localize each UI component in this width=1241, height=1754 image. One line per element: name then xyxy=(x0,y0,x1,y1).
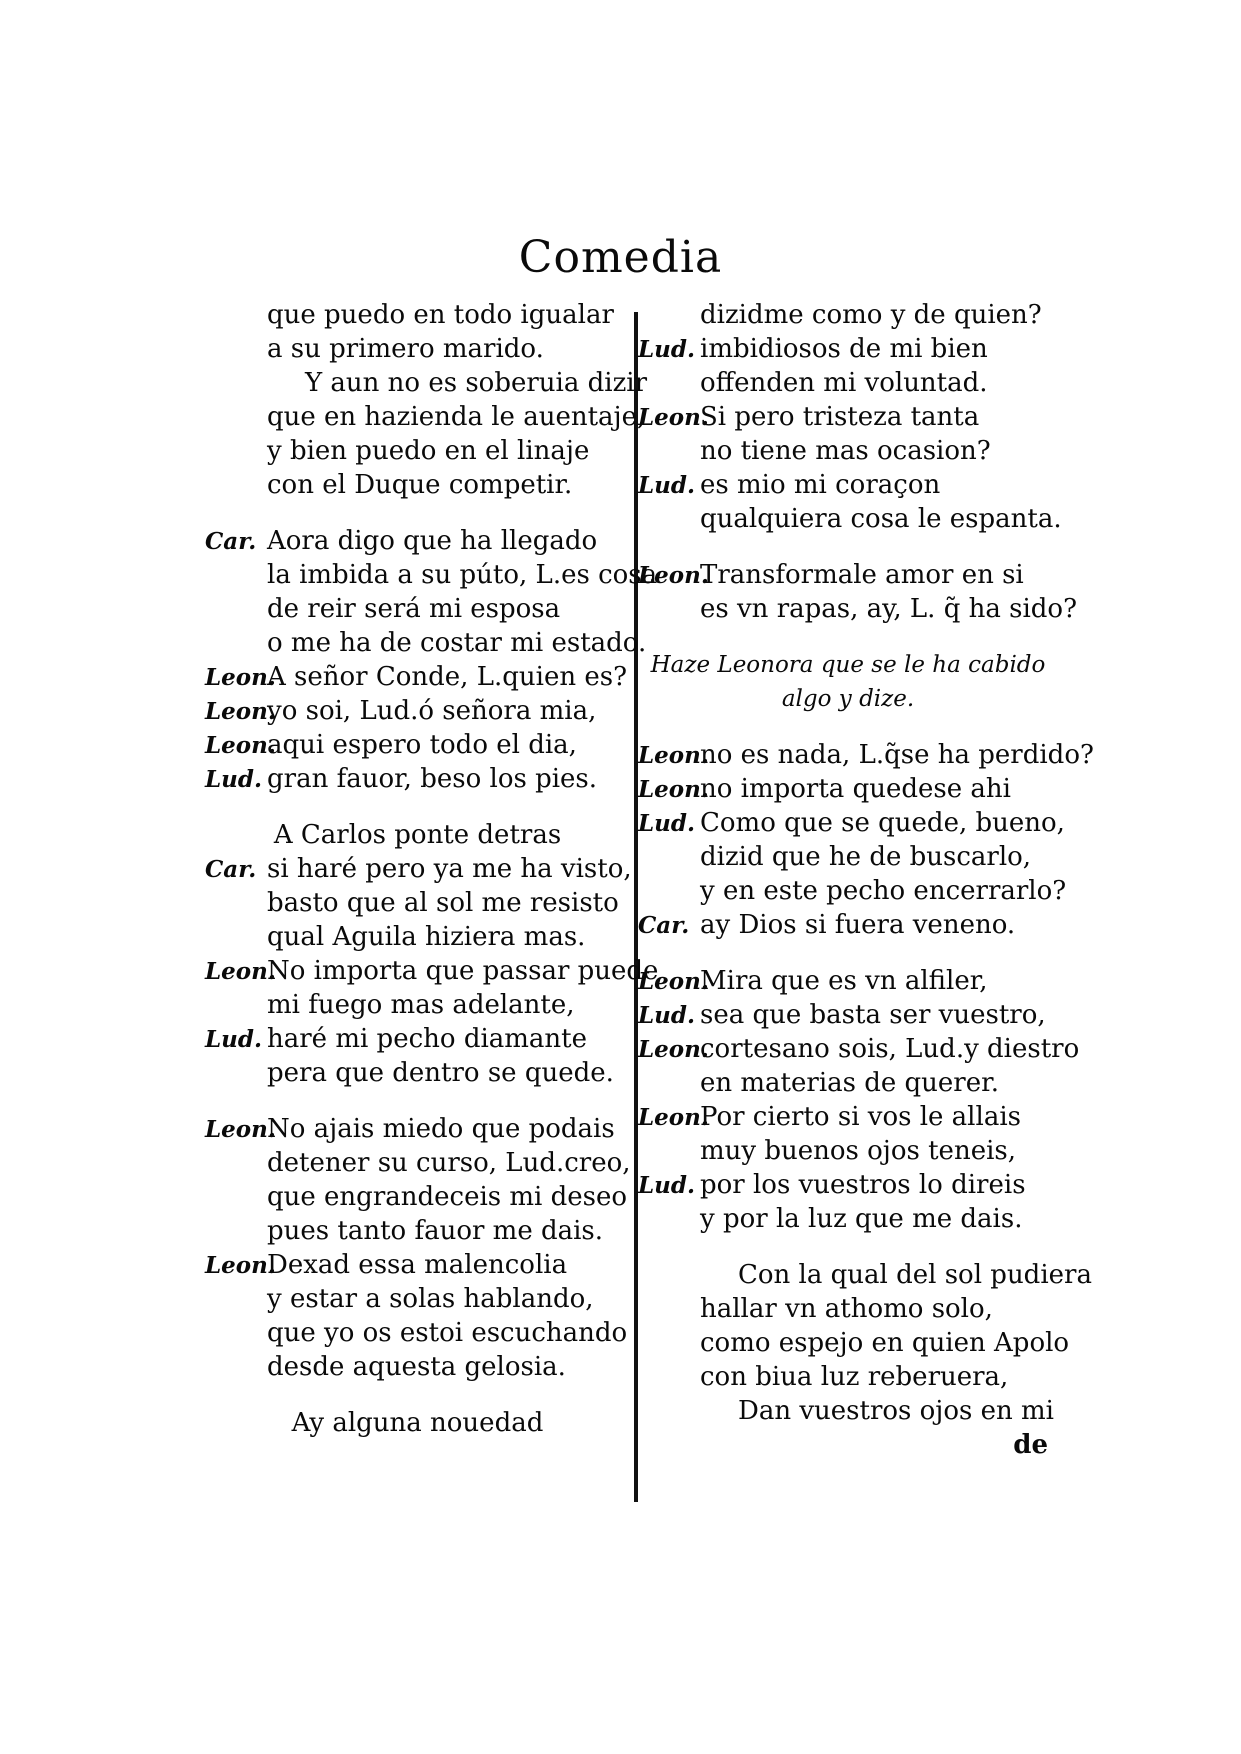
speech-line: Leon.Transformale amor en si xyxy=(638,558,1058,592)
speech-line: Lud. haré mi pecho diamante xyxy=(205,1022,630,1056)
verse-line: desde aquesta gelosia. xyxy=(267,1352,566,1382)
speaker-tag: Leon. xyxy=(205,958,276,985)
speaker-tag: Leon. xyxy=(205,1252,276,1279)
speech-line: Leon.A señor Conde, L.quien es? xyxy=(205,660,630,694)
speaker-tag: Lud. xyxy=(638,1002,695,1029)
verse-line: a su primero marido. xyxy=(267,334,544,364)
right-column xyxy=(638,298,1094,1462)
speaker-tag: Lud. xyxy=(638,472,695,499)
verse-line: qual Aguila hiziera mas. xyxy=(267,922,586,952)
verse-line: que engrandeceis mi deseo xyxy=(267,1182,628,1212)
verse-line: que puedo en todo igualar xyxy=(267,300,614,330)
speaker-tag: Lud. xyxy=(638,336,695,363)
speaker-tag: Lud. xyxy=(638,1172,695,1199)
speaker-tag: Car. xyxy=(205,856,257,883)
speech-line: Car. si haré pero ya me ha visto, xyxy=(205,852,630,886)
speech-line: Leon.Dexad essa malencolia xyxy=(205,1248,630,1282)
speech-line: Leon.No importa que passar puede xyxy=(205,954,630,988)
verse-line: pera que dentro se quede. xyxy=(267,1058,614,1088)
verse-line: que yo os estoi escuchando xyxy=(267,1318,628,1348)
speaker-tag: Leon. xyxy=(205,664,276,691)
verse-line: pues tanto fauor me dais. xyxy=(267,1216,604,1246)
stage-direction: algo y dize. xyxy=(781,686,915,712)
verse-line: Y aun no es soberuia dizir xyxy=(305,368,648,398)
speaker-tag: Lud. xyxy=(205,766,262,793)
verse-line: y por la luz que me dais. xyxy=(700,1204,1023,1234)
speech-line: Leon.aqui espero todo el dia, xyxy=(205,728,630,762)
speaker-tag: Lud. xyxy=(205,1026,262,1053)
speech-line: Leon.cortesano sois, Lud.y diestro xyxy=(638,1032,1058,1066)
speaker-tag: Leon. xyxy=(638,404,709,431)
verse-line: muy buenos ojos teneis, xyxy=(700,1136,1016,1166)
speaker-tag: Car. xyxy=(638,912,690,939)
speaker-tag: Leon. xyxy=(638,968,709,995)
speech-line: Leon.yo soi, Lud.ó señora mia, xyxy=(205,694,630,728)
verse-line: Con la qual del sol pudiera xyxy=(738,1260,1092,1290)
verse-line: que en hazienda le auentaje, xyxy=(267,402,646,432)
verse-line: dizid que he de buscarlo, xyxy=(700,842,1032,872)
page-title: Comedia xyxy=(518,232,723,283)
speaker-tag: Leon. xyxy=(638,742,709,769)
speech-line: Car. ay Dios si fuera veneno. xyxy=(638,908,1058,942)
verse-line: y en este pecho encerrarlo? xyxy=(700,876,1067,906)
verse-line: en materias de querer. xyxy=(700,1068,999,1098)
verse-line: no tiene mas ocasion? xyxy=(700,436,991,466)
verse-line: qualquiera cosa le espanta. xyxy=(700,504,1062,534)
speaker-tag: Lud. xyxy=(638,810,695,837)
speech-line: Lud. sea que basta ser vuestro, xyxy=(638,998,1058,1032)
verse-line: dizidme como y de quien? xyxy=(700,300,1042,330)
speech-line: Lud. es mio mi coraçon xyxy=(638,468,1058,502)
verse-line: y bien puedo en el linaje xyxy=(267,436,590,466)
verse-line: Dan vuestros ojos en mi xyxy=(738,1396,1054,1426)
verse-line: como espejo en quien Apolo xyxy=(700,1328,1070,1358)
speaker-tag: Leon. xyxy=(638,776,709,803)
stage-direction: A Carlos ponte detras xyxy=(273,820,562,850)
speaker-tag: Leon. xyxy=(638,1104,709,1131)
speech-line: Lud. Como que se quede, bueno, xyxy=(638,806,1058,840)
speaker-tag: Leon. xyxy=(638,562,709,589)
catchword: de xyxy=(1013,1430,1048,1460)
verse-line: es vn rapas, ay, L. q̃ ha sido? xyxy=(700,594,1078,624)
verse-line: detener su curso, Lud.creo, xyxy=(267,1148,631,1178)
speech-line: Leon.Por cierto si vos le allais xyxy=(638,1100,1058,1134)
left-column xyxy=(205,298,659,1440)
speech-line: Lud. imbidiosos de mi bien xyxy=(638,332,1058,366)
verse-line: y estar a solas hablando, xyxy=(267,1284,594,1314)
speech-line: Leon.No ajais miedo que podais xyxy=(205,1112,630,1146)
verse-line: de reir será mi esposa xyxy=(267,594,561,624)
verse-line: offenden mi voluntad. xyxy=(700,368,988,398)
verse-line: basto que al sol me resisto xyxy=(267,888,619,918)
verse-line: hallar vn athomo solo, xyxy=(700,1294,993,1324)
speaker-tag: Leon. xyxy=(638,1036,709,1063)
verse-line: la imbida a su púto, L.es cosa xyxy=(267,560,658,590)
speech-line: Leon.Si pero tristeza tanta xyxy=(638,400,1058,434)
speech-line: Lud. por los vuestros lo direis xyxy=(638,1168,1058,1202)
stage-direction: Haze Leonora que se le ha cabido xyxy=(650,652,1046,678)
speech-line: Car. Aora digo que ha llegado xyxy=(205,524,630,558)
verse-line: con el Duque competir. xyxy=(267,470,573,500)
speech-line: Leon.no es nada, L.q̃se ha perdido? xyxy=(638,738,1058,772)
speaker-tag: Leon. xyxy=(205,732,276,759)
speaker-tag: Car. xyxy=(205,528,257,555)
speaker-tag: Leon. xyxy=(205,698,276,725)
speech-line: Lud. gran fauor, beso los pies. xyxy=(205,762,630,796)
verse-line: Ay alguna nouedad xyxy=(291,1408,544,1438)
verse-line: mi fuego mas adelante, xyxy=(267,990,575,1020)
speech-line: Leon.Mira que es vn alfiler, xyxy=(638,964,1058,998)
verse-line: o me ha de costar mi estado. xyxy=(267,628,647,658)
speaker-tag: Leon. xyxy=(205,1116,276,1143)
verse-line: con biua luz reberuera, xyxy=(700,1362,1009,1392)
speech-line: Leon.no importa quedese ahi xyxy=(638,772,1058,806)
